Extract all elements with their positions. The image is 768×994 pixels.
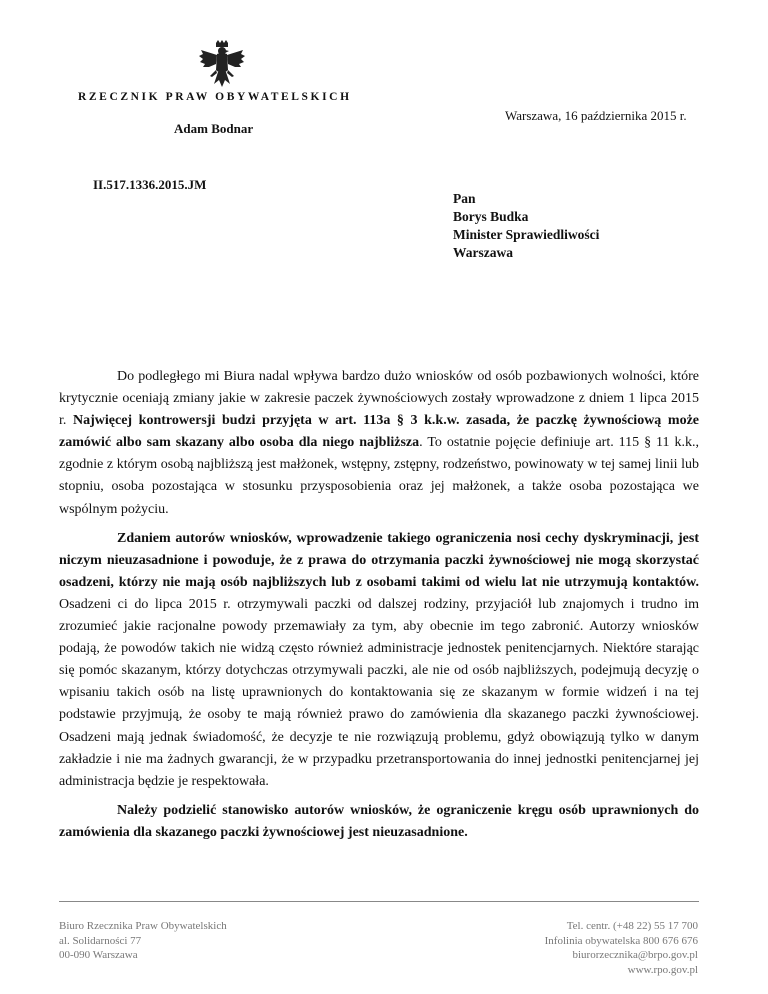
paragraph-2-emphasis: Zdaniem autorów wniosków, wprowadzenie takiego ograniczenia nosi cechy dyskryminacji, jest niczym nieuzasadnione i powoduje, że z prawa do otrzymania paczki żywnościowej nie mogą skorzystać osadzeni, którzy nie mają osób najbliższych lub z osobami takimi od wielu lat nie utrzymują kontaktów. (59, 530, 699, 590)
paragraph-2-rest: Osadzeni ci do lipca 2015 r. otrzymywali paczki od dalszej rodziny, przyjaciół lub znajomych i trudno im zrozumieć jakie racjonalne powody przemawiały za tym, aby obecnie im tego zabronić. Autorzy wniosków podają, że powodów takich nie widzą często również administracje jednostek penitencjarnych. Niektóre starając się pomóc skazanym, którzy dotychczas otrzymywali paczki, ale nie od osób najbliższych, podejmują decyzję o wpisaniu takich osób na listę uprawnionych do kontaktowania się ze skazanym w formie widzeń i na tej podstawie przyjmują, że osoby te mają również prawo do zamówienia dla skazanego paczki żywnościowej. Osadzeni mają jednak świadomość, że decyzje te nie rozwiązują problemu, gdyż obowiązują tylko w danym zakładzie i nie ma żadnych gwarancji, że w przypadku przetransportowania do innej jednostki penitencjarnej jej administracja będzie je respektowała. (59, 596, 699, 789)
addressee-name: Borys Budka (453, 209, 529, 224)
letter-body (59, 366, 699, 851)
reference-number: II.517.1336.2015.JM (93, 177, 207, 192)
paragraph-1 (59, 366, 699, 521)
footer-divider (59, 901, 699, 902)
addressee-block (453, 190, 599, 262)
paragraph-1-intro: Do podległego mi Biura nadal wpływa bardzo dużo wniosków od osób pozbawionych wolności, które krytycznie oceniają zmiany jakie w zakresie paczek żywnościowych zostały wprowadzone z dniem 1 lipca 2015 r. (59, 369, 699, 429)
polish-eagle-emblem-icon (197, 40, 247, 92)
footer-office: Biuro Rzecznika Praw Obywatelskich (59, 920, 227, 932)
paragraph-1-rest: . To ostatnie pojęcie definiuje art. 115 § 11 k.k., zgodnie z którym osobą najbliższą jest małżonek, wstępny, zstępny, rodzeństwo, powinowaty w tej samej linii lub stopniu, osoba pozostająca w stosunku przysposobienia oraz jej małżonek, a także osoba pozostająca we wspólnym pożyciu. (59, 435, 699, 517)
office-name: RZECZNIK PRAW OBYWATELSKICH (78, 91, 352, 103)
footer-street: al. Solidarności 77 (59, 934, 142, 947)
addressee-title: Minister Sprawiedliwości (453, 227, 600, 242)
addressee-city: Warszawa (453, 245, 513, 260)
paragraph-2 (59, 528, 699, 793)
footer-phone: Tel. centr. (+48 22) 55 17 700 (566, 920, 698, 932)
addressee-salutation: Pan (453, 191, 476, 206)
footer-postcode: 00-090 Warszawa (59, 949, 138, 961)
paragraph-3 (59, 800, 699, 844)
footer-contact (545, 919, 698, 977)
ombudsman-name: Adam Bodnar (174, 121, 254, 136)
paragraph-3-emphasis: Należy podzielić stanowisko autorów wniosków, że ograniczenie kręgu osób uprawnionych do zamówienia dla skazanego paczki żywnościowej jest nieuzasadnione. (59, 802, 699, 840)
footer-email: biurorzecznika@brpo.gov.pl (572, 949, 698, 961)
footer-website: www.rpo.gov.pl (627, 963, 698, 976)
letter-date: Warszawa, 16 października 2015 r. (505, 108, 687, 123)
footer-address (59, 919, 227, 963)
footer-hotline: Infolinia obywatelska 800 676 676 (544, 934, 698, 947)
paragraph-1-emphasis: Najwięcej kontrowersji budzi przyjęta w art. 113a § 3 k.k.w. zasada, że paczkę żywnościową może zamówić albo sam skazany albo osoba dla niego najbliższa (59, 413, 699, 451)
